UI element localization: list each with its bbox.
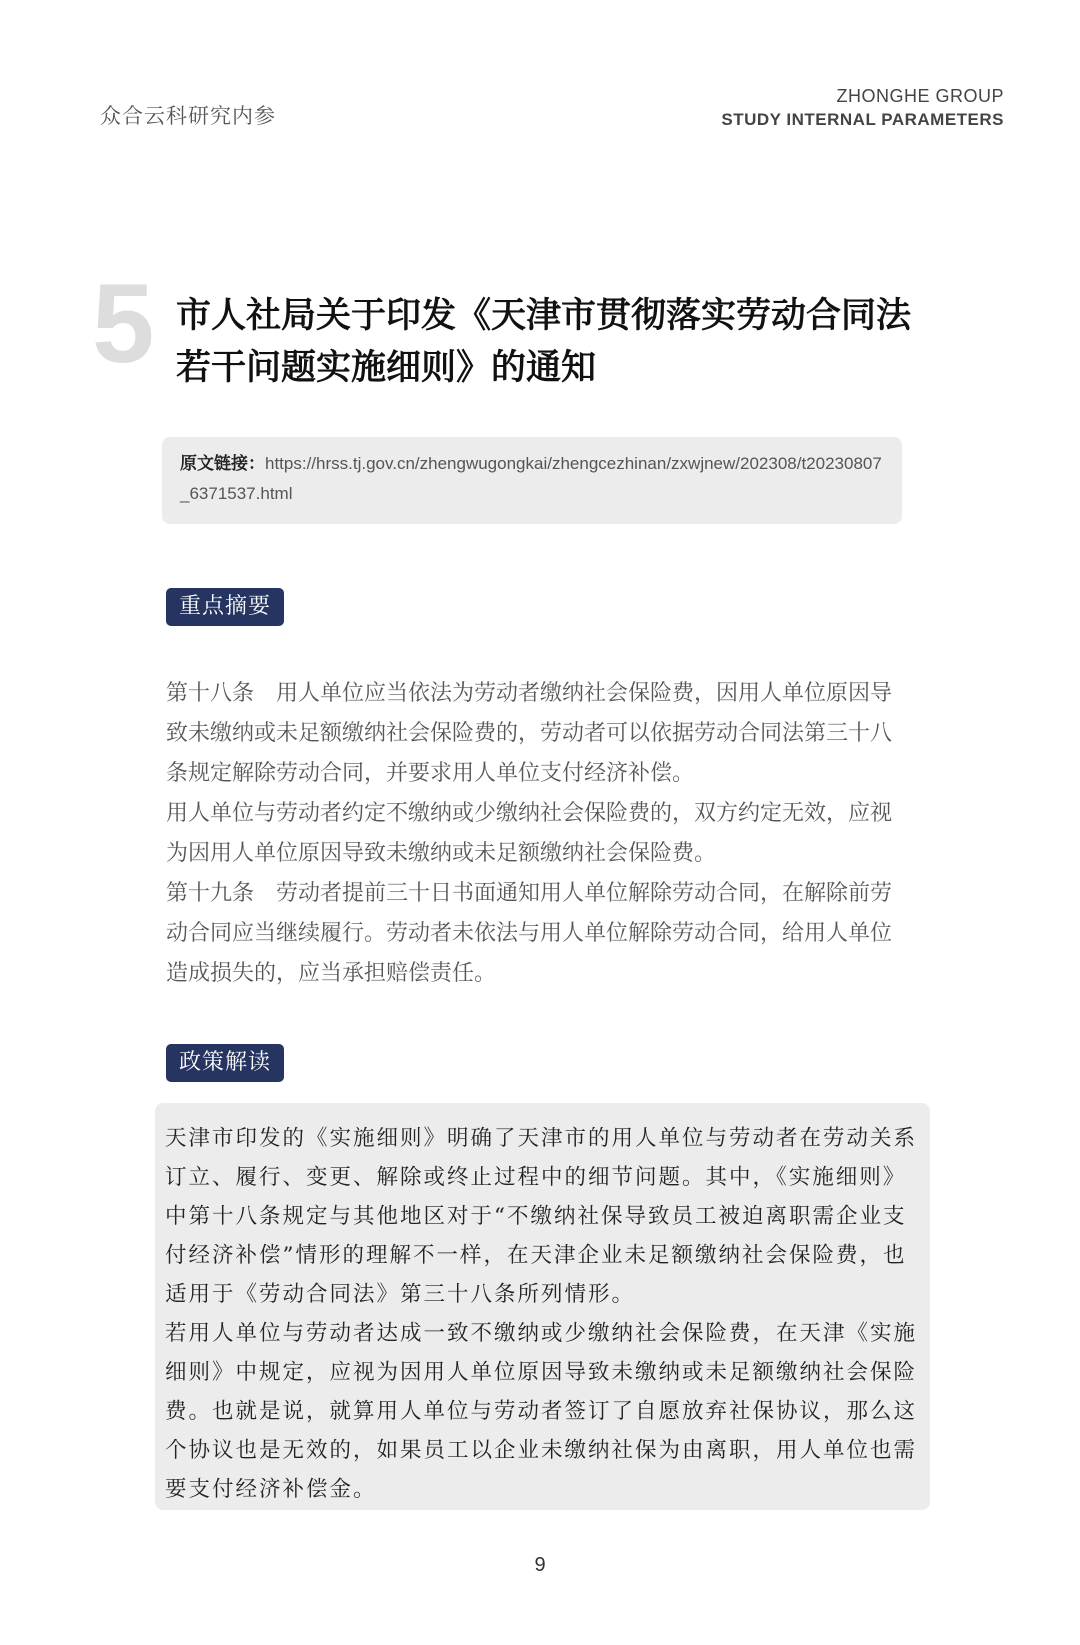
brand-header [721, 86, 1004, 130]
summary-paragraph: 第十九条 劳动者提前三十日书面通知用人单位解除劳动合同，在解除前劳动合同应当继续履行。劳动者未依法与用人单位解除劳动合同，给用人单位造成损失的，应当承担赔偿责任。 [166, 881, 893, 986]
policy-tag: 政策解读 [166, 1044, 284, 1082]
summary-tag: 重点摘要 [166, 588, 284, 626]
summary-paragraph: 用人单位与劳动者约定不缴纳或少缴纳社会保险费的，双方约定无效，应视为因用人单位原因导致未缴纳或未足额缴纳社会保险费。 [166, 801, 893, 866]
summary-paragraph: 第十八条 用人单位应当依法为劳动者缴纳社会保险费，因用人单位原因导致未缴纳或未足额缴纳社会保险费的，劳动者可以依据劳动合同法第三十八条规定解除劳动合同，并要求用人单位支付经济补偿。 [166, 681, 893, 786]
brand-line-1: ZHONGHE GROUP [836, 86, 1004, 106]
source-link-url[interactable]: https://hrss.tj.gov.cn/zhengwugongkai/zhengcezhinan/zxwjnew/202308/t20230807_6371537.html [180, 454, 882, 503]
source-link-label: 原文链接： [180, 454, 265, 474]
section-number: 5 [92, 261, 155, 386]
source-link-box [162, 437, 902, 524]
page-number: 9 [534, 1554, 546, 1576]
brand-line-2: STUDY INTERNAL PARAMETERS [721, 110, 1004, 129]
policy-paragraph: 若用人单位与劳动者达成一致不缴纳或少缴纳社会保险费，在天津《实施细则》中规定，应视为因用人单位原因导致未缴纳或未足额缴纳社会保险费。也就是说，就算用人单位与劳动者签订了自愿放弃社保协议，那么这个协议也是无效的，如果员工以企业未缴纳社保为由离职，用人单位也需要支付经济补偿金。 [165, 1321, 918, 1502]
publication-name: 众合云科研究内参 [100, 104, 276, 128]
page-title: 市人社局关于印发《天津市贯彻落实劳动合同法若干问题实施细则》的通知 [176, 296, 912, 388]
summary-text [166, 674, 906, 994]
policy-paragraph: 天津市印发的《实施细则》明确了天津市的用人单位与劳动者在劳动关系订立、履行、变更、解除或终止过程中的细节问题。其中，《实施细则》中第十八条规定与其他地区对于“不缴纳社保导致员工被迫离职需企业支付经济补偿”情形的理解不一样，在天津企业未足额缴纳社会保险费，也适用于《劳动合同法》第三十八条所列情形。 [165, 1126, 918, 1307]
policy-interpretation-box [155, 1103, 930, 1510]
